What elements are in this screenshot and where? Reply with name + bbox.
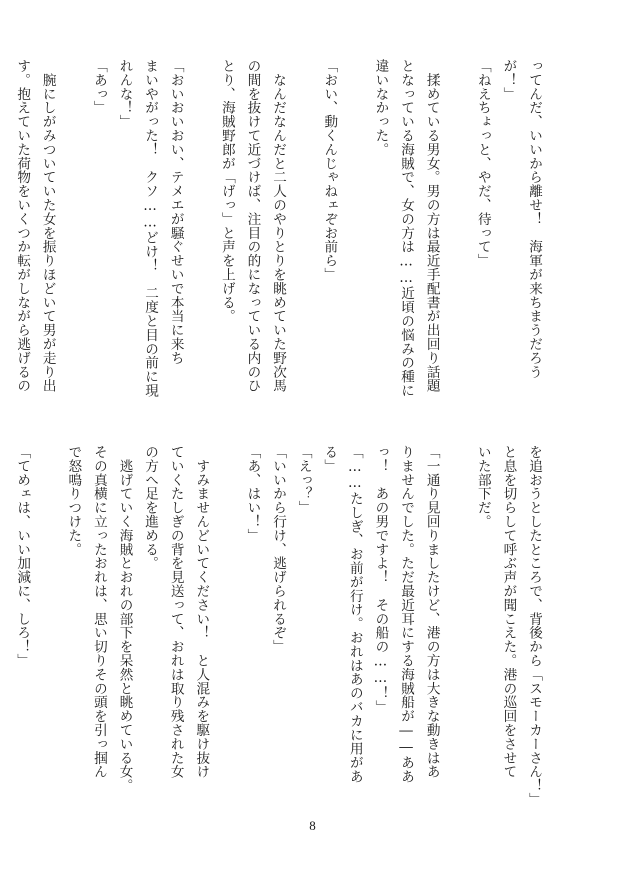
text-line: 「あっ」 bbox=[90, 59, 107, 115]
text-line: りませんでした。ただ最近耳にする海賊船が――ああ bbox=[398, 445, 415, 784]
text-line: 「一通り見回りましたけど、港の方は大きな動きはあ bbox=[423, 445, 440, 779]
text-line: れんな！」 bbox=[116, 59, 133, 129]
text-line: 「おい、動くんじゃねェぞお前ら」 bbox=[321, 59, 338, 282]
text-line: 逃げていく海賊とおれの部下を呆然と眺めている女。 bbox=[116, 445, 133, 793]
text-line: 揉めている男女。男の方は最近手配書が出回り話題 bbox=[423, 59, 440, 393]
text-line bbox=[34, 445, 60, 785]
text-line: 「てめェは、いい加減に、しろ！」 bbox=[14, 445, 31, 668]
text-line: の方へ足を進める。 bbox=[142, 445, 159, 571]
text-line: る」 bbox=[321, 445, 338, 473]
upper-text-block bbox=[14, 59, 546, 399]
text-line: 「えっ？」 bbox=[295, 445, 312, 515]
text-line bbox=[290, 59, 316, 399]
text-line: まいやがった！ クソ……どけ！ 二度と目の前に現 bbox=[142, 59, 159, 398]
text-line: 「おいおいおい、テメエが騒ぐせいで本当に来ち bbox=[167, 59, 184, 365]
text-line: 「あ、はい！」 bbox=[244, 445, 261, 543]
text-line: とり、海賊野郎が「げっ」と声を上げる。 bbox=[218, 59, 235, 324]
text-line: となっている海賊で、女の方は……近頃の悩みの種に bbox=[398, 59, 415, 398]
text-line bbox=[213, 445, 239, 785]
text-line bbox=[188, 59, 214, 399]
text-line: を追おうとしたところで、背後から「スモーカーさん！」 bbox=[526, 445, 542, 807]
text-line: っ！ あの男ですよ！ その船の……！」 bbox=[372, 445, 389, 714]
text-line: と息を切らして呼ぶ声が聞こえた。港の巡回をさせて bbox=[500, 445, 517, 779]
text-line: その真横に立ったおれは、思い切りその頭を引っ掴ん bbox=[90, 445, 107, 779]
text-line: いた部下だ。 bbox=[474, 445, 491, 529]
text-line bbox=[444, 59, 470, 399]
text-line bbox=[444, 445, 470, 785]
text-line: 「いいから行け、逃げられるぞ」 bbox=[270, 445, 287, 654]
text-line: 腕にしがみついていた女を振りほどいて男が走り出 bbox=[39, 59, 56, 393]
text-line: す。抱えていた荷物をいくつか転がしながら逃げるの bbox=[14, 59, 31, 393]
text-line: すみませんどいてください！ と人混みを駆け抜け bbox=[193, 445, 210, 779]
text-line: なんだなんだと二人のやりとりを眺めていた野次馬 bbox=[270, 59, 287, 393]
text-line: ていくたしぎの背を見送って、おれは取り残された女 bbox=[167, 445, 184, 779]
text-line bbox=[341, 59, 367, 399]
page-number: 8 bbox=[309, 818, 316, 833]
lower-text-block bbox=[14, 445, 546, 807]
text-line: が！」 bbox=[500, 59, 517, 101]
text-line: 「ねえちょっと、やだ、待って」 bbox=[474, 59, 491, 268]
text-line: 「……たしぎ、お前が行け。おれはあのバカに用があ bbox=[346, 445, 363, 784]
text-line: ってんだ、いいから離せ！ 海軍が来ちまうだろう bbox=[526, 59, 542, 379]
text-line: で怒鳴りつけた。 bbox=[65, 445, 82, 557]
text-line bbox=[60, 59, 86, 399]
text-line: の間を抜けて近づけば、注目の的になっている内のひ bbox=[244, 59, 261, 393]
text-line: 違いなかった。 bbox=[372, 59, 389, 157]
